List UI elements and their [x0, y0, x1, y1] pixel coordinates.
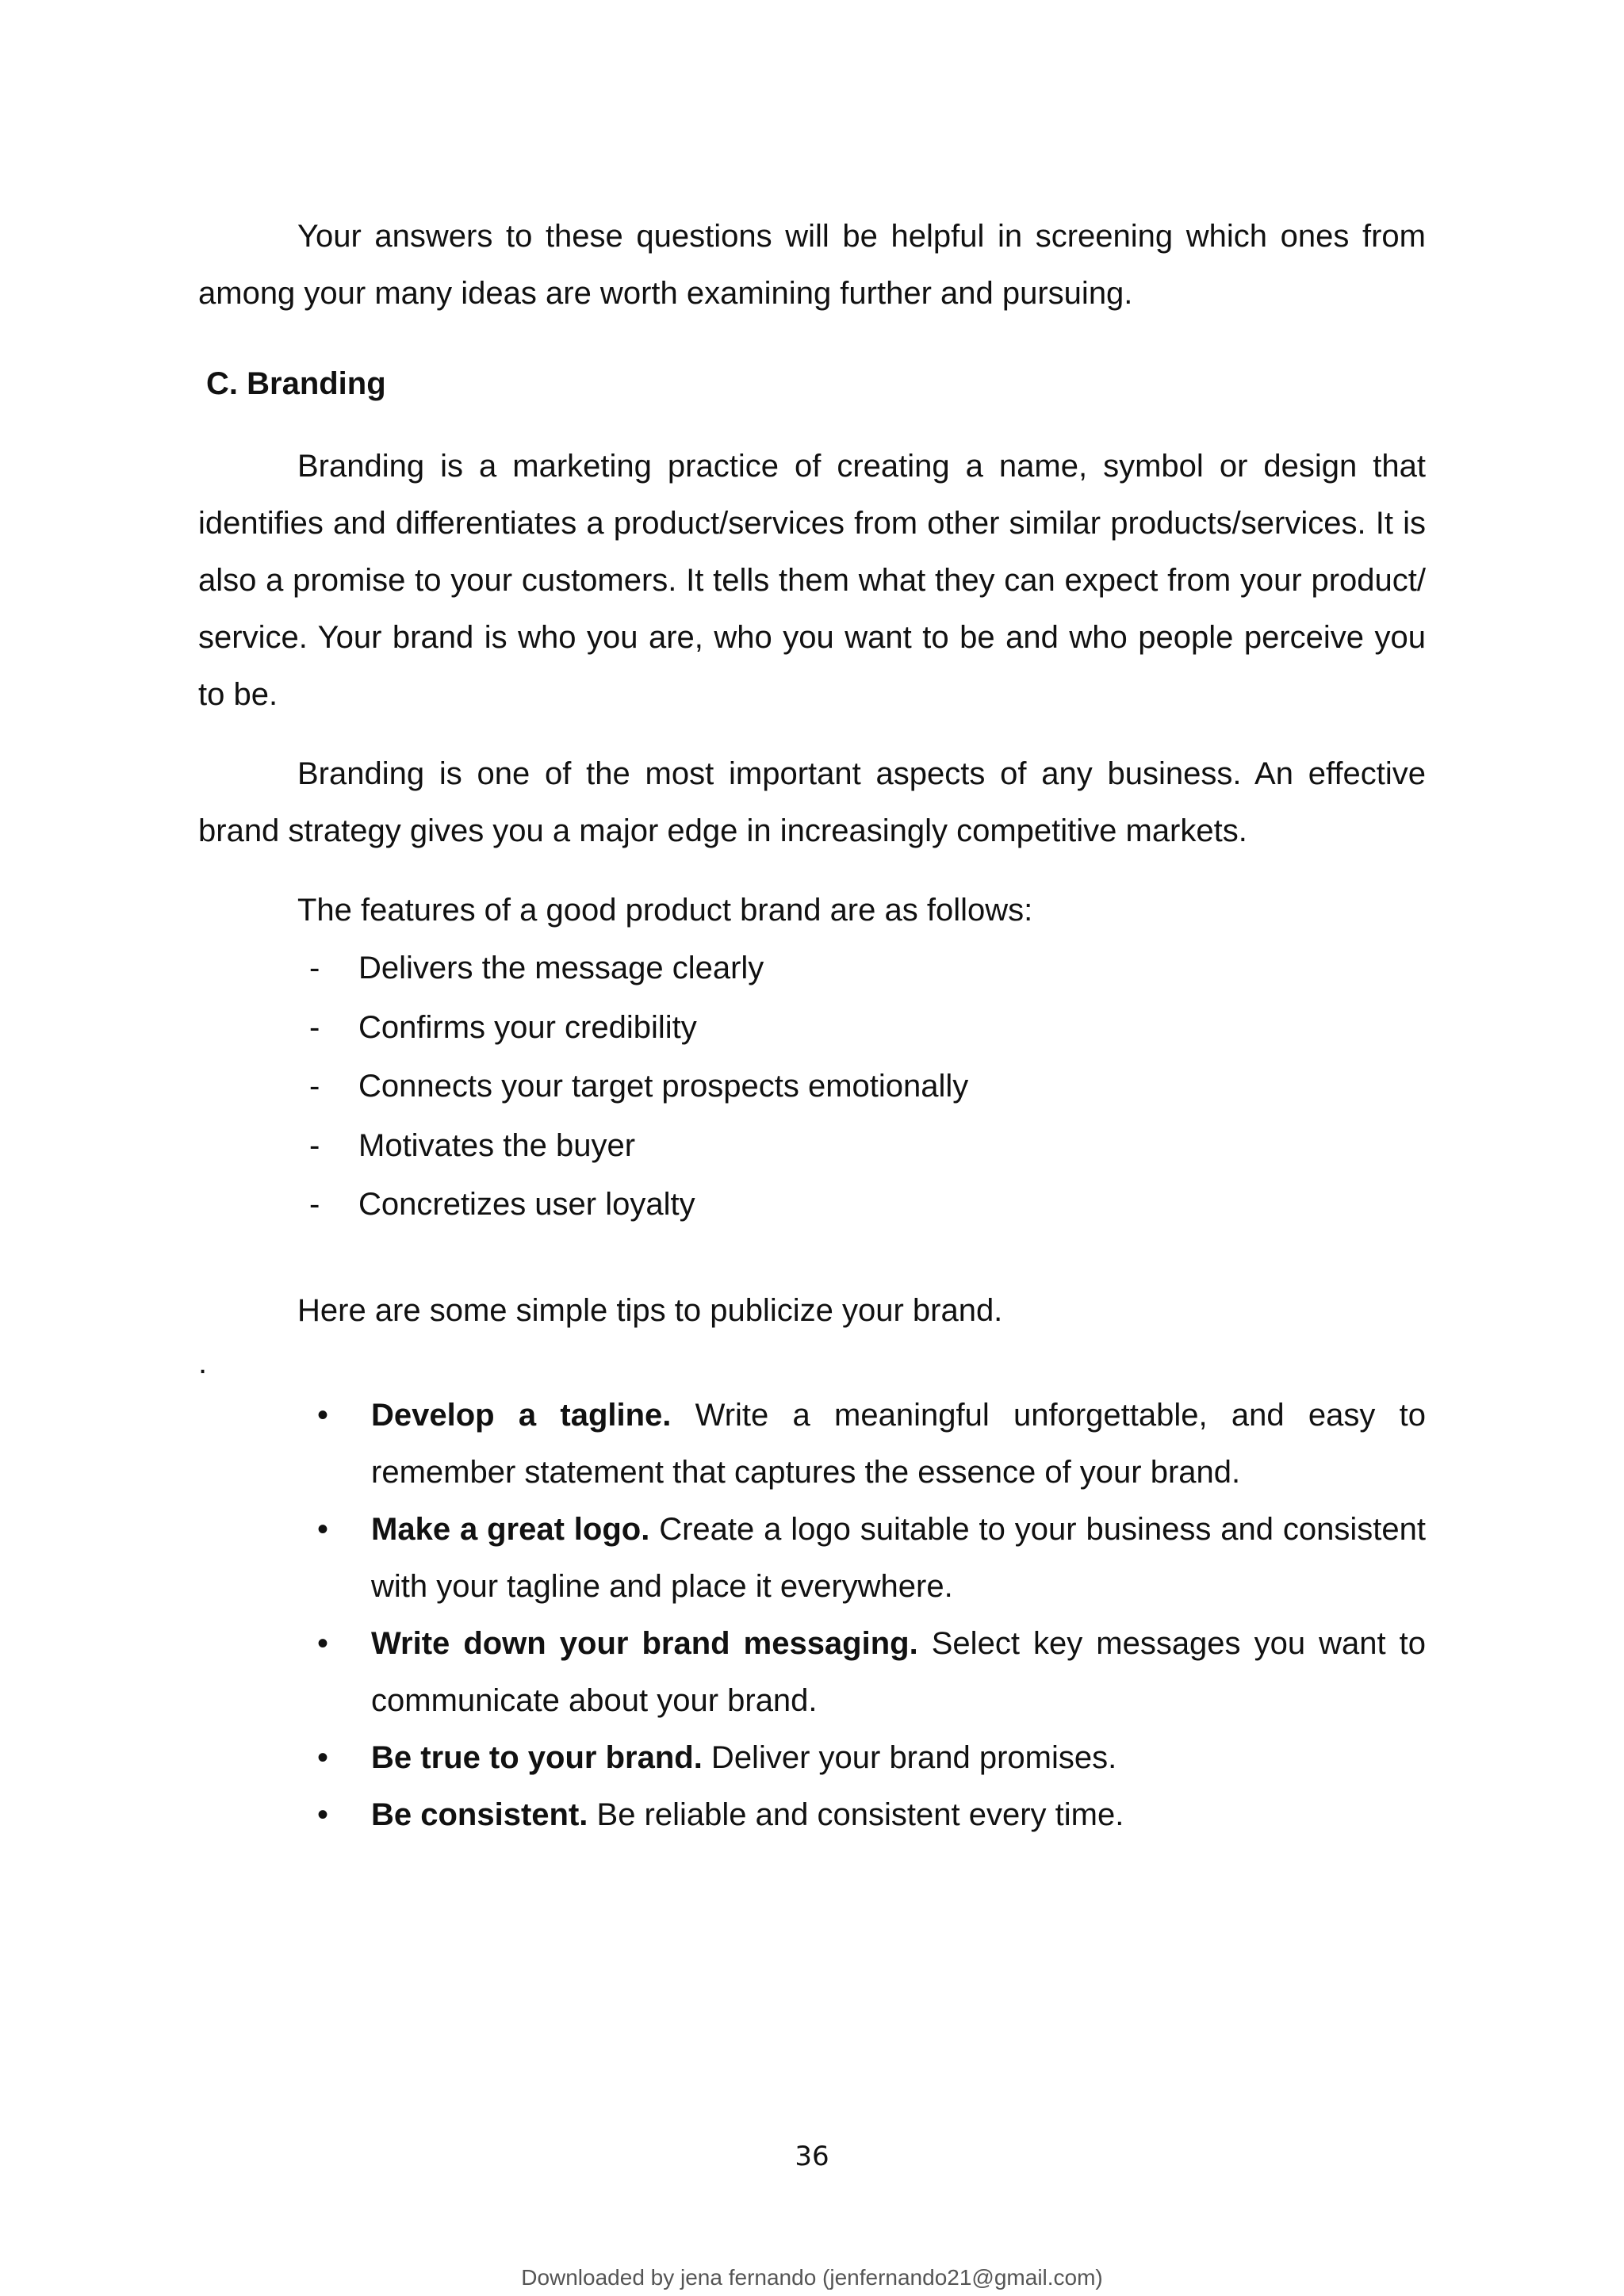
features-list — [198, 939, 1426, 1234]
tips-lead: Here are some simple tips to publicize your brand. — [297, 1292, 1003, 1328]
tip-text: Select key messages you want to communicate about your brand. — [371, 1625, 1427, 1718]
dash-marker: - — [309, 1127, 320, 1163]
bullet-icon: • — [317, 1511, 329, 1547]
tip-item — [198, 1729, 1426, 1786]
tip-title: Write down your brand messaging. — [371, 1625, 918, 1661]
tip-text: Be reliable and consistent every time. — [588, 1797, 1124, 1832]
list-item — [198, 1175, 1426, 1234]
dash-marker: - — [309, 1069, 320, 1104]
bullet-icon: • — [317, 1739, 329, 1775]
tip-text: Deliver your brand promises. — [702, 1739, 1117, 1775]
tip-item — [198, 1615, 1426, 1729]
branding-definition-paragraph: Branding is a marketing practice of creating a name, symbol or design that identifies and differentiates a product/services from other similar products/services. It is also a promise to your customers. It tells them what they can expect from your product/ service. Your brand is who you are, who you want to be and who people perceive you to be. — [198, 449, 1426, 712]
intro-paragraph: Your answers to these questions will be helpful in screening which ones from among your many ideas are worth examining further and pursuing. — [198, 219, 1426, 311]
download-note: Downloaded by jena fernando (jenfernando21@gmail.com) — [521, 2265, 1103, 2290]
tip-title: Make a great logo. — [371, 1511, 650, 1547]
tips-list — [198, 1387, 1426, 1843]
tip-item — [198, 1387, 1426, 1501]
dash-marker: - — [309, 1009, 320, 1045]
list-item-text: Delivers the message clearly — [358, 951, 764, 985]
dash-marker: - — [309, 951, 320, 985]
branding-importance-paragraph: Branding is one of the most important aspects of any business. An effective brand strategy gives you a major edge in increasingly competitive markets. — [198, 756, 1426, 848]
tip-title: Be consistent. — [371, 1797, 588, 1832]
list-item — [198, 1116, 1426, 1176]
bullet-icon: • — [317, 1797, 329, 1832]
list-item — [198, 939, 1426, 998]
section-heading: C. Branding — [206, 366, 386, 401]
tip-text: Create a logo suitable to your business and consistent with your tagline and place it everywhere. — [371, 1511, 1426, 1604]
stray-period: . — [198, 1345, 208, 1380]
list-item-text: Confirms your credibility — [358, 1009, 697, 1045]
dash-marker: - — [309, 1187, 320, 1222]
bullet-icon: • — [317, 1397, 329, 1433]
page-content — [198, 198, 1426, 1843]
bullet-icon: • — [317, 1625, 329, 1661]
list-item — [198, 998, 1426, 1058]
tip-title: Be true to your brand. — [371, 1739, 703, 1775]
tip-item — [198, 1786, 1426, 1843]
list-item-text: Motivates the buyer — [358, 1127, 636, 1163]
tip-title: Develop a tagline. — [371, 1397, 672, 1433]
features-lead: The features of a good product brand are as follows: — [297, 893, 1033, 928]
list-item — [198, 1057, 1426, 1116]
tip-item — [198, 1501, 1426, 1615]
page-number: 36 — [795, 2141, 829, 2172]
list-item-text: Concretizes user loyalty — [358, 1187, 695, 1222]
list-item-text: Connects your target prospects emotionally — [358, 1069, 969, 1104]
tip-text: Write a meaningful unforgettable, and easy to remember statement that captures the essence of your brand. — [371, 1397, 1426, 1490]
